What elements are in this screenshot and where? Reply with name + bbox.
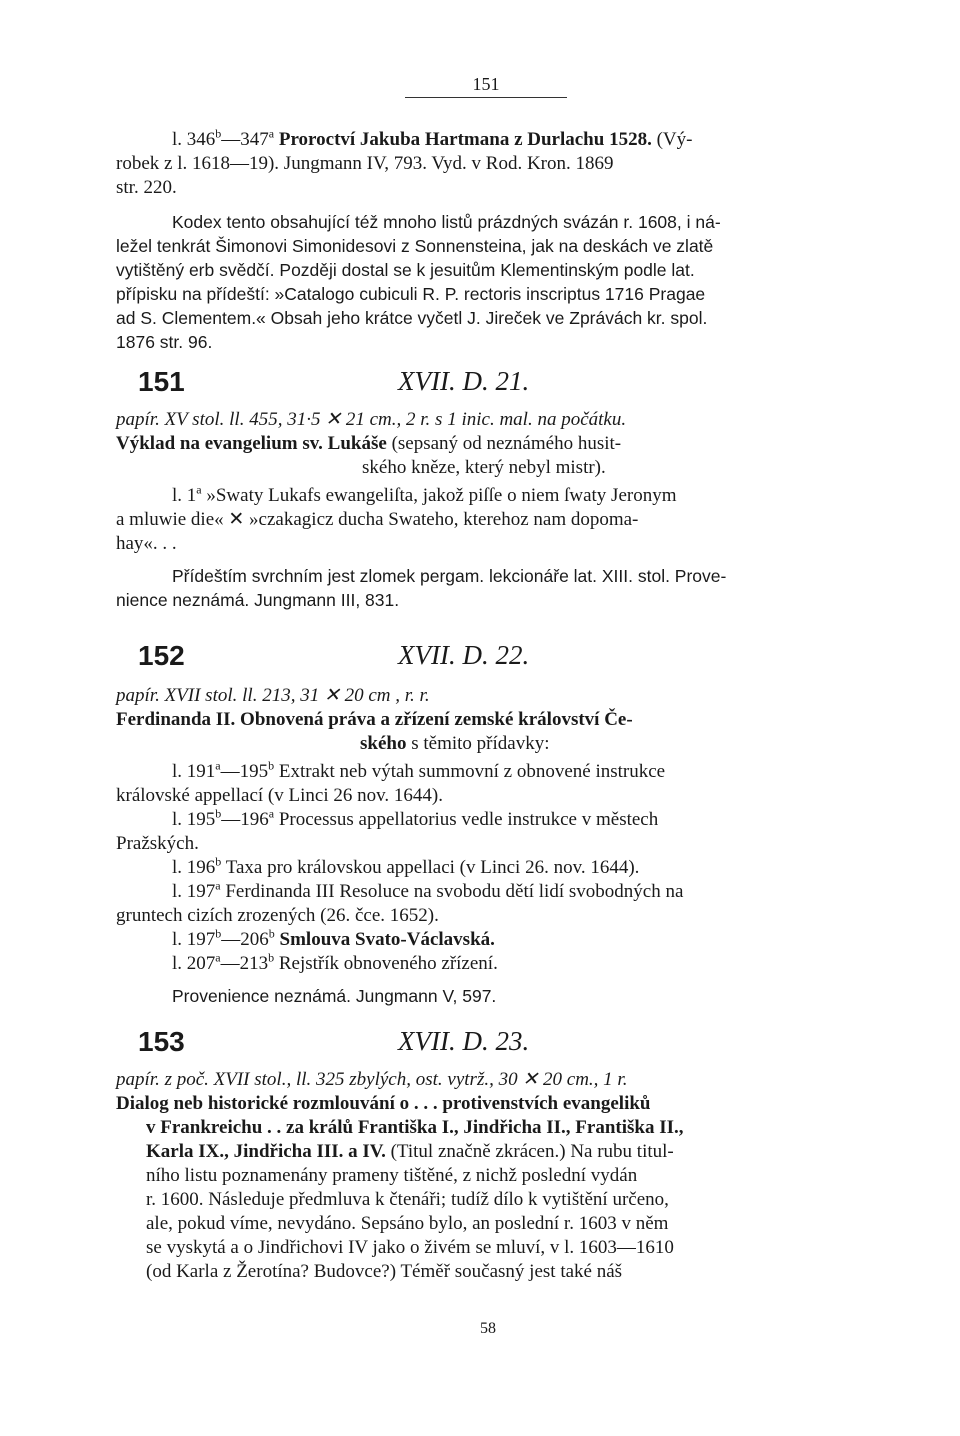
- entry-continuation: [116, 128, 864, 200]
- entry-text: s těmito přídavky:: [406, 733, 550, 754]
- note-line: 1876 str. 96.: [116, 332, 213, 352]
- entry-body: [116, 408, 864, 612]
- folio-ref: —206: [221, 929, 269, 950]
- item-line: [116, 880, 864, 904]
- item-line: [116, 952, 864, 976]
- item-text: Ferdinanda III Resoluce na svobodu dětí lidí svobodných na: [220, 881, 684, 902]
- title-line: [116, 732, 864, 756]
- folio-ref: —196: [221, 809, 269, 830]
- folio-ref: —213: [220, 953, 269, 974]
- item-line: gruntech cizích zrozených (26. čce. 1652).: [116, 905, 439, 926]
- item-text: Processus appellatorius vedle instrukce v městech: [274, 809, 659, 830]
- item-text: Rejstřík obnoveného zřízení.: [274, 953, 498, 974]
- incipit-line: a mluwie die« ✕ »czakagicz ducha Swateho, kterehoz nam dopoma-: [116, 509, 639, 530]
- folio-ref: l. 207: [172, 953, 216, 974]
- entry-text: (Titul značně zkrácen.) Na rubu titul-: [385, 1141, 674, 1162]
- entry-line: ního listu poznamenány prameny tištěné, z nichž poslední vydán: [146, 1165, 638, 1186]
- entry-note: [116, 210, 864, 354]
- work-title: Výklad na evangelium sv. Lukáše: [116, 433, 387, 454]
- item-text: Extrakt neb výtah summovní z obnovené instrukce: [274, 761, 666, 782]
- signature-mark: 58: [480, 1320, 496, 1337]
- folio-sup: a: [215, 878, 221, 893]
- folio-sup: a: [268, 806, 275, 821]
- item-line: královské appellací (v Linci 26 nov. 1644).: [116, 785, 443, 806]
- item-line: Pražských.: [116, 833, 199, 854]
- folio-sup: b: [215, 854, 222, 869]
- item-line: [116, 928, 864, 952]
- item-text: Smlouva Svato-Václavská.: [274, 929, 495, 950]
- item-text: Taxa pro královskou appellaci (v Linci 26. nov. 1644).: [221, 857, 640, 878]
- material-line: papír. XVII stol. ll. 213, 31 ✕ 20 cm , r. r.: [116, 685, 430, 706]
- shelf-mark: XVII. D. 21.: [398, 366, 530, 396]
- folio-ref: l. 191: [172, 761, 216, 782]
- entry-line: se vyskytá a o Jindřichovi IV jako o živém se mluví, v l. 1603—1610: [146, 1237, 674, 1258]
- title-line: v Frankreichu . . za králů Františka I., Jindřicha II., Františka II.,: [146, 1117, 684, 1138]
- incipit-line: [116, 484, 864, 508]
- title-line: ského kněze, který nebyl mistr).: [362, 457, 606, 478]
- folio-sup: a: [215, 758, 221, 773]
- note-line: Kodex tento obsahující též mnoho listů prázdných svázán r. 1608, i ná-: [172, 212, 721, 232]
- folio-ref: l. 1: [172, 485, 197, 506]
- entry-heading: [116, 1026, 864, 1070]
- note-line: Provenience neznámá. Jungmann V, 597.: [172, 986, 497, 1006]
- entry-line: robek z l. 1618—19). Jungmann IV, 793. Vyd. v Rod. Kron. 1869: [116, 153, 614, 174]
- folio-sup: a: [215, 950, 221, 965]
- note-line: ad S. Clementem.« Obsah jeho krátce vyčetl J. Jireček ve Zprávách kr. spol.: [116, 308, 708, 328]
- shelf-mark: XVII. D. 22.: [398, 640, 530, 670]
- entry-heading: [116, 640, 864, 684]
- note-line: vytištěný erb svědčí. Později dostal se k jesuitům Klementinským podle lat.: [116, 260, 695, 280]
- item-line: [116, 856, 864, 880]
- note-line: Přídeštím svrchním jest zlomek pergam. lekcionáře lat. XIII. stol. Prove-: [172, 566, 727, 586]
- material-line: papír. XV stol. ll. 455, 31·5 ✕ 21 cm., 2 r. s 1 inic. mal. na počátku.: [116, 409, 627, 430]
- title-line: Dialog neb historické rozmlouvání o . . . protivenstvích evangeliků: [116, 1093, 651, 1114]
- incipit-text: »Swaty Lukafs ewangeliſta, jakož piſſe o niem ſwaty Jeronym: [201, 485, 677, 506]
- entry-text: (Vý-: [651, 129, 693, 150]
- folio-ref: l. 195: [172, 809, 216, 830]
- entry-body: [116, 1068, 864, 1284]
- work-title: ského: [360, 733, 407, 754]
- entry-line: (od Karla z Žerotína? Budovce?) Téměř současný jest také náš: [146, 1261, 623, 1282]
- entry-body: [116, 684, 864, 1008]
- title-line: [116, 432, 864, 456]
- note-line: ležel tenkrát Šimonovi Simonidesovi z Sonnensteina, jak na deskách ve zlatě: [116, 236, 714, 256]
- page-number: 151: [405, 74, 567, 98]
- entry-line: [116, 128, 864, 152]
- folio-ref: l. 197: [172, 929, 216, 950]
- note-line: přípisku na přídeští: »Catalogo cubiculi R. P. rectoris inscriptus 1716 Pragae: [116, 284, 706, 304]
- material-line: papír. z poč. XVII stol., ll. 325 zbylých, ost. vytrž., 30 ✕ 20 cm., 1 r.: [116, 1069, 628, 1090]
- title-line: [116, 1140, 864, 1164]
- entry-number: 152: [138, 640, 185, 671]
- incipit-line: hay«. . .: [116, 533, 177, 554]
- entry-number: 153: [138, 1026, 185, 1057]
- folio-sup: b: [215, 126, 222, 141]
- work-title: Proroctví Jakuba Hartmana z Durlachu 1528.: [274, 129, 652, 150]
- entry-line: str. 220.: [116, 177, 177, 198]
- folio-ref: l. 197: [172, 881, 216, 902]
- folio-ref: l. 196: [172, 857, 216, 878]
- folio-sup: a: [268, 126, 275, 141]
- entry-line: r. 1600. Následuje předmluva k čtenáři; tudíž dílo k vytištění určeno,: [146, 1189, 669, 1210]
- item-line: [116, 808, 864, 832]
- folio-sup: b: [215, 806, 222, 821]
- folio-ref: —195: [220, 761, 269, 782]
- shelf-mark: XVII. D. 23.: [398, 1026, 530, 1056]
- item-line: [116, 760, 864, 784]
- entry-line: ale, pokud víme, nevydáno. Sepsáno bylo, an poslední r. 1603 v něm: [146, 1213, 669, 1234]
- title-line: Ferdinanda II. Obnovená práva a zřízení zemské království Če-: [116, 709, 633, 730]
- folio-sup: b: [215, 926, 222, 941]
- folio-ref: —347: [221, 129, 269, 150]
- entry-text: (sepsaný od neznámého husit-: [386, 433, 622, 454]
- folio-sup: b: [268, 758, 275, 773]
- folio-sup: b: [268, 950, 275, 965]
- folio-sup: b: [268, 926, 275, 941]
- folio-sup: a: [196, 482, 202, 497]
- work-title: Karla IX., Jindřicha III. a IV.: [146, 1141, 386, 1162]
- note-line: nience neznámá. Jungmann III, 831.: [116, 590, 400, 610]
- entry-number: 151: [138, 366, 185, 397]
- folio-ref: l. 346: [172, 129, 216, 150]
- entry-heading: [116, 366, 864, 410]
